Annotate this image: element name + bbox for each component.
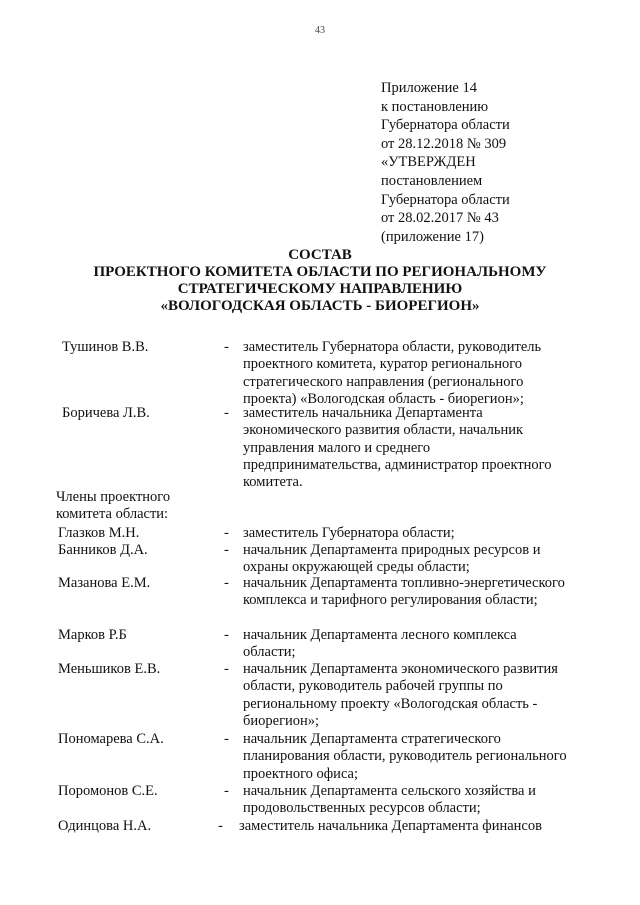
title-line: «ВОЛОГОДСКАЯ ОБЛАСТЬ - БИОРЕГИОН»: [160, 298, 480, 314]
member-role: начальник Департамента стратегического планирования области, руководитель регионального проектного офиса;: [243, 731, 567, 782]
member-row: [0, 731, 640, 785]
member-dash: -: [224, 661, 229, 677]
member-name: Банников Д.А.: [58, 542, 148, 558]
appendix-line: постановлением: [381, 172, 483, 189]
member-dash: -: [224, 405, 229, 421]
member-dash: -: [224, 339, 229, 355]
document-title: [0, 247, 640, 315]
member-name: Мазанова Е.М.: [58, 575, 151, 591]
appendix-line: от 28.12.2018 № 309: [381, 135, 507, 152]
member-role: начальник Департамента лесного комплекса области;: [243, 627, 517, 661]
members-label: [56, 489, 170, 523]
member-row: [0, 627, 640, 663]
member-dash: -: [224, 731, 229, 747]
member-row: [0, 405, 640, 491]
member-dash: -: [224, 627, 229, 643]
title-line: СОСТАВ: [288, 247, 352, 263]
appendix-block: [381, 79, 621, 246]
members-label-line: комитета области:: [56, 506, 169, 522]
member-role: начальник Департамента природных ресурсов и охраны окружающей среды области;: [243, 542, 541, 576]
member-role: заместитель Губернатора области, руководитель проектного комитета, куратор регионального стратегического направления (регионального проекта) «Вологодская область - биорегион»;: [243, 339, 542, 407]
member-role: заместитель Губернатора области;: [243, 525, 455, 541]
appendix-line: к постановлению: [381, 98, 489, 115]
appendix-line: Губернатора области: [381, 117, 510, 134]
title-line: СТРАТЕГИЧЕСКОМУ НАПРАВЛЕНИЮ: [177, 281, 463, 297]
member-role: заместитель начальника Департамента экономического развития области, начальник управления малого и среднего предпринимательства, администратор проектного комитета.: [243, 405, 552, 491]
member-name: Пономарева С.А.: [58, 731, 164, 747]
appendix-line: Приложение 14: [381, 80, 477, 96]
member-role: начальник Департамента топливно-энергетического комплекса и тарифного регулирования области;: [243, 575, 565, 609]
members-label-line: Члены проектного: [56, 489, 171, 505]
appendix-line: «УТВЕРЖДЕН: [381, 154, 476, 171]
member-row: [0, 542, 640, 578]
member-role: начальник Департамента экономического развития области, руководитель рабочей группы по региональному проекту «Вологодская область - биорегион»;: [243, 661, 558, 729]
member-name: Боричева Л.В.: [62, 405, 150, 421]
member-row: [0, 339, 640, 409]
member-role: начальник Департамента сельского хозяйства и продовольственных ресурсов области;: [243, 783, 536, 817]
member-role: заместитель начальника Департамента финансов: [239, 818, 542, 834]
member-name: Глазков М.Н.: [58, 525, 140, 541]
member-row: [0, 661, 640, 731]
member-dash: -: [224, 542, 229, 558]
page-number: 43: [315, 25, 325, 36]
member-name: Поромонов С.Е.: [58, 783, 158, 799]
appendix-line: от 28.02.2017 № 43: [381, 210, 499, 227]
appendix-line: (приложение 17): [381, 228, 484, 245]
member-name: Меньшиков Е.В.: [58, 661, 161, 677]
member-dash: -: [224, 783, 229, 799]
member-dash: -: [224, 575, 229, 591]
member-row: [0, 818, 640, 836]
member-name: Тушинов В.В.: [62, 339, 149, 355]
member-row: [0, 525, 640, 543]
member-name: Марков Р.Б: [58, 627, 127, 643]
member-dash: -: [218, 818, 223, 834]
title-line: ПРОЕКТНОГО КОМИТЕТА ОБЛАСТИ ПО РЕГИОНАЛЬНОМУ: [93, 264, 547, 280]
member-dash: -: [224, 525, 229, 541]
appendix-line: Губернатора области: [381, 191, 510, 208]
member-row: [0, 575, 640, 629]
member-row: [0, 783, 640, 819]
member-name: Одинцова Н.А.: [58, 818, 152, 834]
